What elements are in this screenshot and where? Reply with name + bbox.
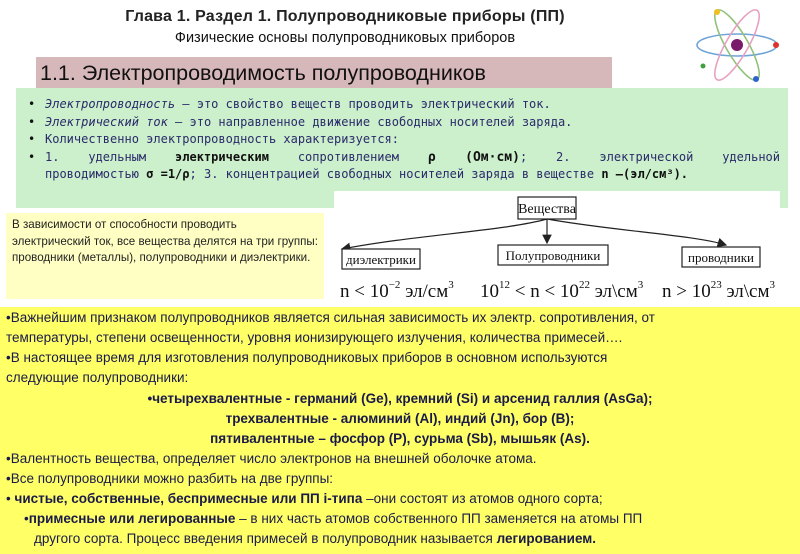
groups-note: В зависимости от способности проводить электрический ток, все вещества делятся на три группы: проводники (металлы), полупроводники и диэлектрики. <box>6 213 324 299</box>
definition-item: • Электропроводность – это свойство веществ проводить электрический ток. <box>28 97 551 111</box>
tetravalent-list: •четырехвалентные - германий (Ge), кремний (Si) и арсенид галлия (AsGa); <box>147 391 653 406</box>
info-line: •Все полупроводники можно разбить на две группы: <box>6 471 334 486</box>
group-doped-cont: другого сорта. Процесс введения примесей в полупроводник называется легированием. <box>34 531 597 546</box>
substance-classification-diagram <box>334 191 780 307</box>
atom-icon <box>690 4 784 86</box>
definition-item: • Электрический ток – это направленное движение свободных носителей заряда. <box>28 114 573 129</box>
definition-item: • 1. удельным электрическим сопротивлением ρ (Ом·см); 2. электрической удельной проводимостью σ =1/ρ; 3. концентрацией свободных носителей заряда в веществе n –(эл/см³). <box>28 149 780 181</box>
measure-line-2: проводимостью σ =1/ρ; 3. концентрацией свободных носителей заряда в веществе n –(эл/см³). <box>45 167 689 181</box>
semiconductors-info-block <box>0 307 800 554</box>
group-doped: •примесные или легированные – в них часть атомов собственного ПП заменяется на атомы ПП <box>24 511 643 526</box>
definition-item: • Количественно электропроводность характеризуется: <box>28 132 400 146</box>
definition-term: Электропроводность <box>45 97 176 111</box>
node-semiconductors <box>498 245 608 265</box>
group-pure: • чистые, собственные, беспримесные или ПП i-типа –они состоят из атомов одного сорта; <box>6 491 603 506</box>
definition-text: – это направленное движение свободных носителей заряда. <box>167 114 573 129</box>
root-node <box>518 197 577 219</box>
definition-text: Количественно электропроводность характеризуется: <box>45 132 400 146</box>
chapter-title: Глава 1. Раздел 1. Полупроводниковые приборы (ПП) <box>125 8 565 25</box>
measure-line-1: 1. удельным электрическим сопротивлением ρ (Ом·см); 2. электрической удельной <box>45 149 780 165</box>
root-label: Вещества <box>518 202 576 217</box>
trivalent-list: трехвалентные - алюминий (Al), индий (Jn), бор (B); <box>225 411 575 426</box>
info-line: •Валентность вещества, определяет число электронов на внешней оболочке атома. <box>6 451 537 466</box>
definition-text: – это свойство веществ проводить электрический ток. <box>175 97 551 111</box>
node-semiconductors-label: Полупроводники <box>505 248 601 263</box>
formula-conductors: $n > 10^{23}$ $эл\backslash см^3$ <box>662 279 775 302</box>
formula-dielectrics: $n < 10^{-2}$ $эл/см^3$ <box>340 279 454 302</box>
info-line: температуры, степени освещенности, уровня ионизирующего излучения, количества примесей…. <box>6 330 623 345</box>
definition-term: Электрический ток <box>45 114 168 129</box>
chapter-subtitle: Физические основы полупроводниковых приборов <box>174 30 516 46</box>
section-title: 1.1. Электропроводимость полупроводников <box>36 57 612 89</box>
node-dielectrics <box>342 249 420 269</box>
info-line: •В настоящее время для изготовления полупроводниковых приборов в основном используются <box>6 350 608 365</box>
definitions-block <box>16 88 788 208</box>
node-conductors <box>682 247 760 267</box>
info-line: следующие полупроводники: <box>6 370 189 385</box>
node-conductors-label: проводники <box>688 250 754 265</box>
arrow-right <box>547 219 726 245</box>
info-line: •Важнейшим признаком полупроводников является сильная зависимость их электр. сопротивления, от <box>6 310 655 325</box>
formula-semiconductors: $10^{12} < n < 10^{22}$ $эл\backslash см^3$ <box>480 279 644 302</box>
node-dielectrics-label: диэлектрики <box>346 252 416 267</box>
pentavalent-list: пятивалентные – фосфор (P), сурьма (Sb), мышьяк (As). <box>210 431 590 446</box>
